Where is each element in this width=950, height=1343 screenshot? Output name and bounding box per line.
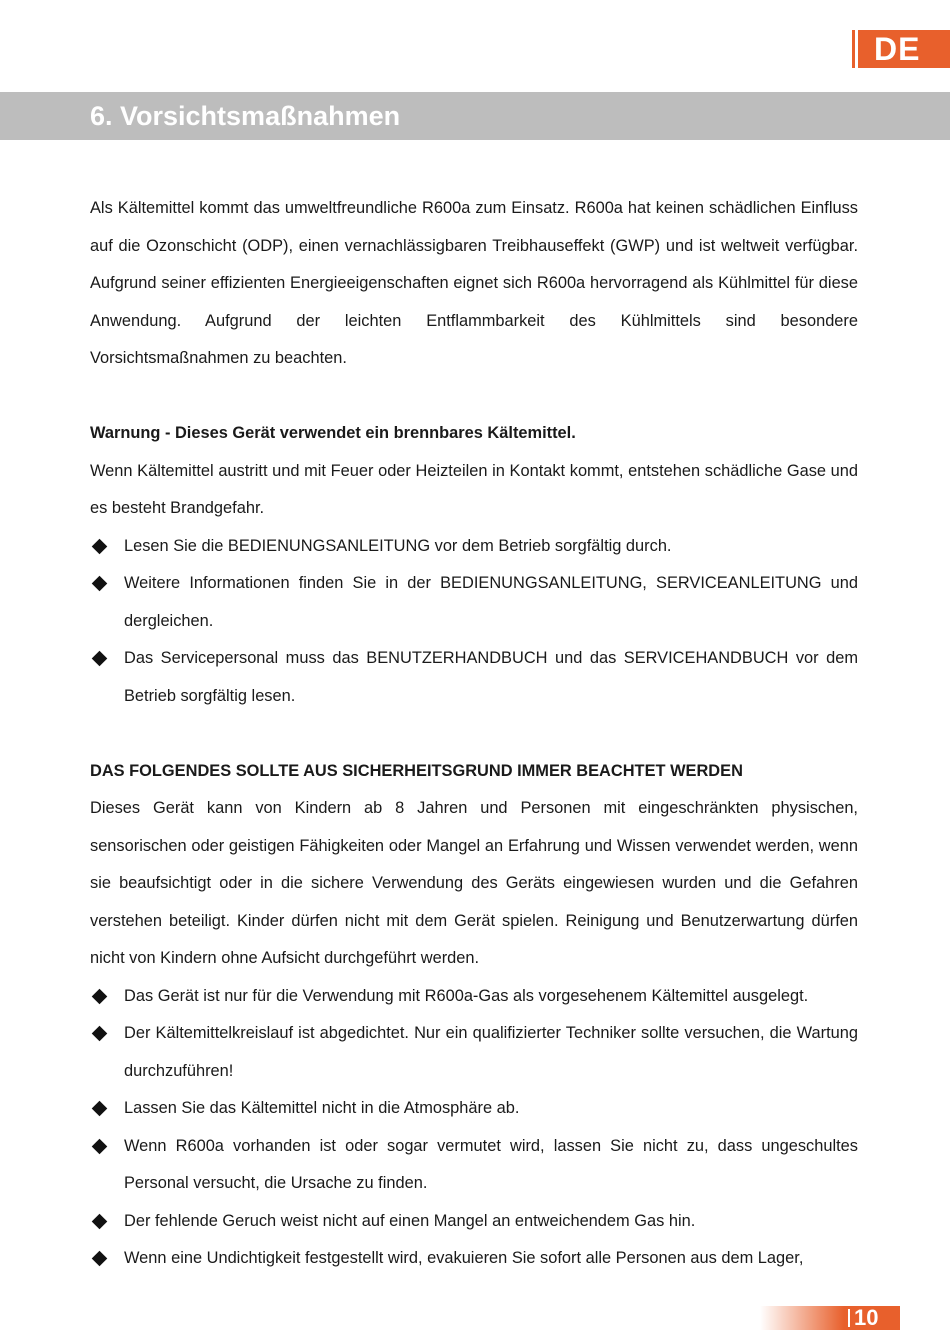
list-item	[90, 1240, 858, 1278]
warning-heading: Warnung - Dieses Gerät verwendet ein brennbares Kältemittel.	[90, 424, 576, 442]
diamond-bullet-icon	[92, 1138, 108, 1154]
safety-heading: DAS FOLGENDES SOLLTE AUS SICHERHEITSGRUND IMMER BEACHTET WERDEN	[90, 761, 743, 780]
diamond-bullet-icon	[92, 1213, 108, 1229]
list-item-text: Wenn R600a vorhanden ist oder sogar vermutet wird, lassen Sie nicht zu, dass ungeschultes Personal versucht, die Ursache zu finden.	[124, 1136, 858, 1192]
diamond-bullet-icon	[92, 538, 108, 554]
list-item-text: Das Servicepersonal muss das BENUTZERHANDBUCH und das SERVICEHANDBUCH vor dem Betrieb sorgfältig lesen.	[124, 649, 858, 705]
list-item-text: Lassen Sie das Kältemittel nicht in die Atmosphäre ab.	[124, 1099, 520, 1117]
list-item-text: Der Kältemittelkreislauf ist abgedichtet. Nur ein qualifizierter Techniker sollte versuchen, die Wartung durchzuführen!	[124, 1024, 858, 1080]
spacer	[90, 378, 858, 416]
safety-bullet-list	[90, 978, 858, 1278]
list-item-text: Der fehlende Geruch weist nicht auf einen Mangel an entweichendem Gas hin.	[124, 1211, 696, 1230]
page-number: 10	[854, 1305, 879, 1330]
diamond-bullet-icon	[92, 988, 108, 1004]
list-item-text: Lesen Sie die BEDIENUNGSANLEITUNG vor dem Betrieb sorgfältig durch.	[124, 536, 672, 555]
language-badge	[852, 30, 950, 68]
list-item	[90, 1203, 858, 1241]
list-item	[90, 1015, 858, 1090]
safety-text: Dieses Gerät kann von Kindern ab 8 Jahren und Personen mit eingeschränkten physischen, sensorischen oder geistigen Fähigkeiten oder Mangel an Erfahrung und Wissen verwendet werden, wenn sie beaufsichtigt oder in die sichere Verwendung des Geräts eingewiesen wurden und die Gefahren verstehen beteiligt. Kinder dürfen nicht mit dem Gerät spielen. Reinigung und Benutzerwartung dürfen nicht von Kindern ohne Aufsicht durchgeführt werden.	[90, 799, 858, 967]
diamond-bullet-icon	[92, 576, 108, 592]
list-item-text: Weitere Informationen finden Sie in der BEDIENUNGSANLEITUNG, SERVICEANLEITUNG und dergleichen.	[124, 574, 858, 630]
list-item-text: Das Gerät ist nur für die Verwendung mit R600a-Gas als vorgesehenem Kältemittel ausgelegt.	[124, 986, 809, 1005]
footer-gradient-bar	[760, 1306, 844, 1330]
list-item	[90, 1090, 858, 1128]
diamond-bullet-icon	[92, 1251, 108, 1267]
list-item-text: Wenn eine Undichtigkeit festgestellt wird, evakuieren Sie sofort alle Personen aus dem Lager,	[124, 1249, 804, 1267]
diamond-bullet-icon	[92, 651, 108, 667]
intro-paragraph: Als Kältemittel kommt das umweltfreundliche R600a zum Einsatz. R600a hat keinen schädlichen Einfluss auf die Ozonschicht (ODP), einen vernachlässigbaren Treibhauseffekt (GWP) und ist weltweit verfügbar. Aufgrund seiner effizienten Energieeigenschaften eignet sich R600a hervorragend als Kühlmittel für diese Anwendung. Aufgrund der leichten Entflammbarkeit des Kühlmittels sind besondere Vorsichtsmaßnahmen zu beachten.	[90, 199, 858, 367]
list-item	[90, 978, 858, 1016]
language-label: DE	[858, 30, 950, 68]
spacer	[90, 715, 858, 753]
warning-text: Wenn Kältemittel austritt und mit Feuer oder Heizteilen in Kontakt kommt, entstehen schädliche Gase und es besteht Brandgefahr.	[90, 461, 858, 517]
section-title-bar	[0, 92, 950, 140]
warning-bullet-list	[90, 528, 858, 716]
list-item	[90, 1128, 858, 1203]
section-title: 6. Vorsichtsmaßnahmen	[90, 101, 401, 131]
diamond-bullet-icon	[92, 1026, 108, 1042]
page-number-badge	[844, 1306, 900, 1330]
language-badge-bar	[852, 30, 855, 68]
list-item	[90, 528, 858, 566]
list-item	[90, 565, 858, 640]
page-number-separator	[848, 1309, 850, 1327]
diamond-bullet-icon	[92, 1101, 108, 1117]
list-item	[90, 640, 858, 715]
page-content	[90, 190, 858, 1278]
